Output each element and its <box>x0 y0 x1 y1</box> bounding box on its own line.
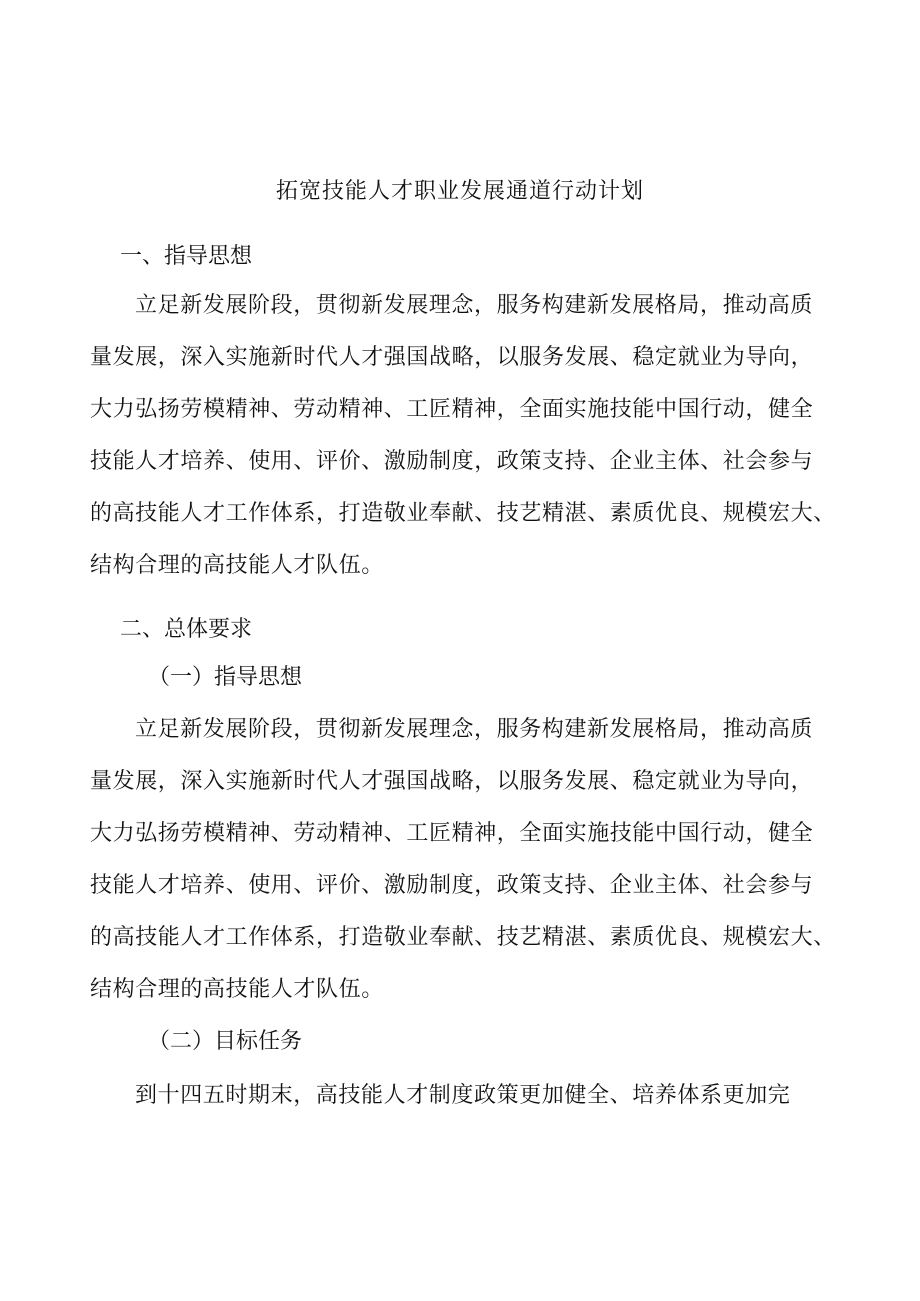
paragraph-line: 量发展，深入实施新时代人才强国战略，以服务发展、稳定就业为导向， <box>90 345 814 370</box>
subsection-1-paragraph <box>90 704 850 1016</box>
subsection-2-paragraph <box>90 1070 850 1122</box>
paragraph-line: 大力弘扬劳模精神、劳动精神、工匠精神，全面实施技能中国行动，健全 <box>90 397 814 422</box>
subsection-2-heading: （二）目标任务 <box>148 1029 303 1054</box>
paragraph-line: 立足新发展阶段，贯彻新发展理念，服务构建新发展格局，推动高质 <box>135 717 814 742</box>
paragraph-line: 到十四五时期末，高技能人才制度政策更加健全、培养体系更加完 <box>135 1083 791 1108</box>
subsection-1-heading: （一）指导思想 <box>148 665 303 690</box>
section-1-paragraph <box>90 280 850 592</box>
paragraph-line: 的高技能人才工作体系，打造敬业奉献、技艺精湛、素质优良、规模宏大、 <box>90 925 836 950</box>
paragraph-line: 结构合理的高技能人才队伍。 <box>90 553 384 578</box>
section-2-heading: 二、总体要求 <box>120 617 253 642</box>
section-1-heading: 一、指导思想 <box>120 244 253 269</box>
paragraph-line: 技能人才培养、使用、评价、激励制度，政策支持、企业主体、社会参与 <box>90 449 814 474</box>
paragraph-line: 技能人才培养、使用、评价、激励制度，政策支持、企业主体、社会参与 <box>90 873 814 898</box>
paragraph-line: 大力弘扬劳模精神、劳动精神、工匠精神，全面实施技能中国行动，健全 <box>90 821 814 846</box>
paragraph-line: 立足新发展阶段，贯彻新发展理念，服务构建新发展格局，推动高质 <box>135 293 814 318</box>
paragraph-line: 的高技能人才工作体系，打造敬业奉献、技艺精湛、素质优良、规模宏大、 <box>90 501 836 526</box>
paragraph-line: 量发展，深入实施新时代人才强国战略，以服务发展、稳定就业为导向， <box>90 769 814 794</box>
document-title: 拓宽技能人才职业发展通道行动计划 <box>275 179 644 204</box>
paragraph-line: 结构合理的高技能人才队伍。 <box>90 977 384 1002</box>
